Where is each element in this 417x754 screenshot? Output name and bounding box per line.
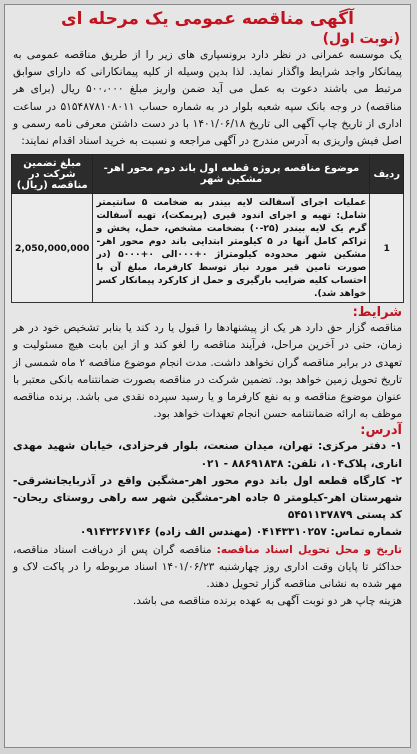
header-row-number: ردیف (370, 155, 404, 194)
address-heading: آدرس: (360, 423, 402, 439)
conditions-paragraph: مناقصه گزار حق دارد هر یک از پیشنهادها را قبول یا رد کند یا بنابر تشخیص خود در هر زمان، حتی در آخرین مراحل، فرآیند مناقصه را لغو کند و از این بابت هیچ مسئولیت و تعهدی در برابر مناقصه گران نخواهد داشت. مدت انجام موضوع مناقصه ۲ ماه شمسی از تاریخ تحویل زمین خواهد بود. تضمین شرکت در مناقصه بصورت ضمانتنامه بانکی معتبر با عنوان موضوع مناقصه و به نفع کارفرما و یا رسید سپرده نقدی می باشد. برنده مناقصه موظف به ارائه ضمانتنامه حسن انجام تعهدات خواهد بود. (13, 322, 402, 421)
cell-subject: عملیات اجرای آسفالت لایه بیندر به ضخامت ۵ سانتیمتر شامل: تهیه و اجرای اندود قیری (پریمکت)، تهیه آسفالت گرم یک لایه بیندر (۲۵-۰) بضخامت مشخص، حمل، پخش و تراکم کامل آنها در ۵ کیلومتر ابتدایی باند دوم محور اهر-مشکین شهر محدوده کیلومتراژ ۰+۰۰۰الی ۰+۵۰۰۰ (در صورت تامین قیر مورد نیاز توسط کارفرما، مبلغ آن با احتساب کلیه ضرایب بارگیری و حمل از کارکرد پیمانکار کسر خواهد شد). (93, 194, 370, 303)
delivery-paragraph (5, 542, 410, 594)
cell-row-number: 1 (370, 194, 404, 303)
footer-note: هزینه چاپ هر دو نوبت آگهی به عهده برنده مناقصه می باشد. (132, 595, 402, 608)
tender-table (11, 154, 404, 303)
address-office: ۱- دفتر مرکزی: تهران، میدان صنعت، بلوار فرحزادی، خیابان شهید مهدی اناری، پلاک۱۰۴، تلفن: ۸۸۶۹۱۸۳۸ - ۰۲۱ (13, 440, 402, 470)
delivery-text: مناقصه گران پس از دریافت اسناد مناقصه، حداکثر تا پایان وقت اداری روز چهارشنبه ۱۴۰۱/۰۶/۲۳ اسناد مربوطه را در پاکت لاک و مهر شده به نشانی مناقصه گزار تحویل دهند. (13, 543, 402, 591)
address-workshop: ۲- کارگاه قطعه اول باند دوم محور اهر-مشگین واقع در آذربایجانشرقی- شهرستان اهر-کیلومتر ۵ جاده اهر-مشگین شهر سه راهی روستای ریحان- کد پستی ۵۴۵۱۱۳۷۸۷۹ (13, 474, 402, 522)
header-subject: موضوع مناقصه پروژه قطعه اول باند دوم محور اهر- مشکین شهر (93, 155, 370, 194)
cell-guarantee: 2,050,000,000 (12, 194, 93, 303)
table-header-row (12, 155, 404, 194)
intro-paragraph: یک موسسه عمرانی در نظر دارد برونسپاری های زیر را از طریق مناقصه عمومی به پیمانکار واجد شرایط واگذار نماید. لذا بدین وسیله از کلیه پیمانکارانی که دارای سوابق مرتبط می باشند دعوت به عمل می آید ضمن واریز مبلغ ۵۰۰،۰۰۰ ریال (برای هر مناقصه) در وجه بانک سپه شعبه بلوار در به شماره حساب ۵۱۵۴۸۷۸۱۰۸۰۱۱ در ساعت اداری از تاریخ چاپ آگهی الی تاریخ ۱۴۰۱/۰۶/۱۸ با در دست داشتن معرفی نامه رسمی و اصل فیش واریزی به آدرس مندرج در آگهی مراجعه و نسبت به خرید اسناد اقدام نمایند: (13, 49, 402, 148)
table-row (12, 194, 404, 303)
notice-title: آگهی مناقصه عمومی یک مرحله ای (61, 9, 354, 29)
notice-round: (نوبت اول) (322, 31, 400, 47)
delivery-heading: تاریخ و محل تحویل اسناد مناقصه: (216, 543, 402, 556)
header-guarantee: مبلغ تضمین شرکت در مناقصه (ریال) (12, 155, 93, 194)
conditions-heading: شرایط: (352, 305, 402, 321)
contact-phone: شماره تماس: ۰۴۱۴۳۳۱۰۲۵۷ (مهندس الف زاده) ۰۹۱۴۳۲۶۷۱۴۶ (79, 526, 402, 539)
tender-notice (4, 4, 411, 748)
